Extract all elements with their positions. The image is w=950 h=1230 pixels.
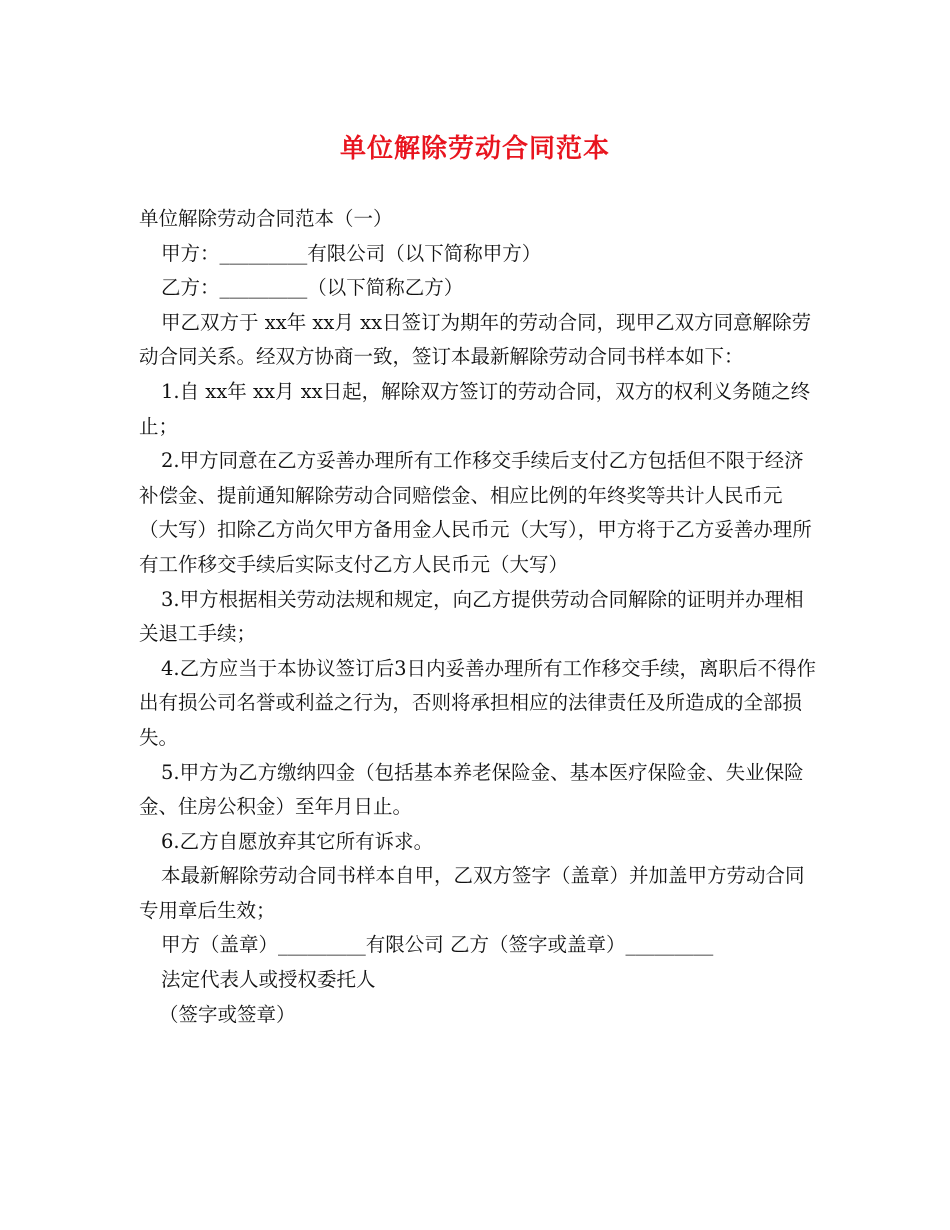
clause-6: 6.乙方自愿放弃其它所有诉求。 [161, 829, 434, 853]
party-a-line: 甲方：_________有限公司（以下简称甲方） [161, 241, 542, 265]
clause-5: 5.甲方为乙方缴纳四金（包括基本养老保险金、基本医疗保险金、失业保险金、住房公积金）至年月日止。 [139, 760, 804, 819]
clause-4: 4.乙方应当于本协议签订后3日内妥善办理所有工作移交手续，离职后不得作出有损公司名誉或利益之行为，否则将承担相应的法律责任及所造成的全部损失。 [139, 656, 817, 749]
party-b-line: 乙方：_________（以下简称乙方） [161, 276, 464, 300]
intro-paragraph: 甲乙双方于 xx年 xx月 xx日签订为期年的劳动合同，现甲乙双方同意解除劳动合同关系。经双方协商一致，签订本最新解除劳动合同书样本如下： [139, 310, 812, 369]
signature-line: 甲方（盖章）_________有限公司 乙方（签字或盖章）_________ [161, 933, 714, 957]
sign-note: （签字或签章） [159, 1002, 296, 1026]
section-subtitle: 单位解除劳动合同范本（一） [139, 207, 393, 230]
representative-line: 法定代表人或授权委托人 [161, 968, 376, 992]
document-body [139, 202, 819, 1032]
clause-1: 1.自 xx年 xx月 xx日起，解除双方签订的劳动合同，双方的权利义务随之终止； [139, 379, 811, 438]
clause-3: 3.甲方根据相关劳动法规和规定，向乙方提供劳动合同解除的证明并办理相关退工手续； [139, 587, 804, 646]
document-title: 单位解除劳动合同范本 [339, 134, 610, 164]
effective-paragraph: 本最新解除劳动合同书样本自甲，乙双方签字（盖章）并加盖甲方劳动合同专用章后生效； [139, 864, 805, 922]
clause-2: 2.甲方同意在乙方妥善办理所有工作移交手续后支付乙方包括但不限于经济补偿金、提前通知解除劳动合同赔偿金、相应比例的年终奖等共计人民币元（大写）扣除乙方尚欠甲方备用金人民币元（大写），甲方将于乙方妥善办理所有工作移交手续后实际支付乙方人民币元（大写） [139, 449, 812, 576]
